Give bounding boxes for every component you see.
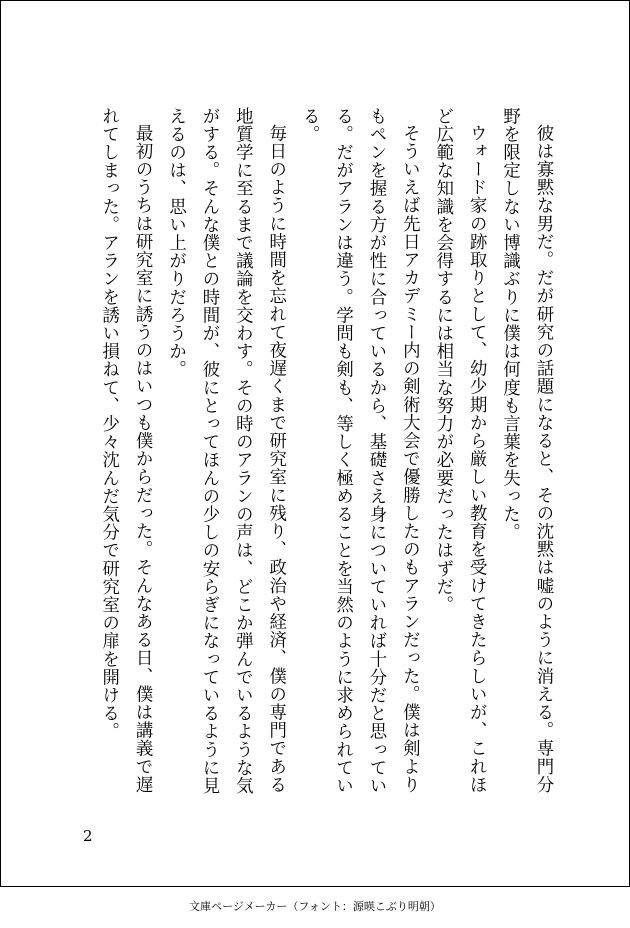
paragraph: ウォード家の跡取りとして、幼少期から厳しい教育を受けてきたらしいが、これほど広範な知識を会得するには相当な努力が必要だったはずだ。 bbox=[432, 107, 487, 795]
paragraph: そういえば先日アカデミー内の剣術大会で優勝したのもアランだった。僕は剣よりもペンを握る方が性に合っているから、基礎さえ身についていれば十分だと思っている。だがアランは違う。学問も剣も、等しく極めることを当然のように求められている。 bbox=[299, 107, 420, 795]
paragraph: 彼は寡黙な男だ。だが研究の話題になると、その沈黙は嘘のように消える。専門分野を限定しない博識ぶりに僕は何度も言葉を失った。 bbox=[499, 107, 553, 795]
paragraph: 最初のうちは研究室に誘うのはいつも僕からだった。そんなある日、僕は講義で遅れてしまった。アランを誘い損ねて、少々沈んだ気分で研究室の扉を開ける。 bbox=[98, 107, 153, 795]
paragraph: 毎日のように時間を忘れて夜遅くまで研究室に残り、政治や経済、僕の専門である地質学に至るまで議論を交わす。その時のアランの声は、どこか弾んでいるような気がする。そんな僕との時間が、彼にとってほんの少しの安らぎになっているように見えるのは、思い上がりだろうか。 bbox=[165, 107, 286, 795]
page-number: 2 bbox=[83, 827, 93, 845]
vertical-body-text bbox=[91, 107, 559, 807]
footer-caption: 文庫ページメーカー（フォント：源暎こぶり明朝） bbox=[189, 900, 441, 913]
